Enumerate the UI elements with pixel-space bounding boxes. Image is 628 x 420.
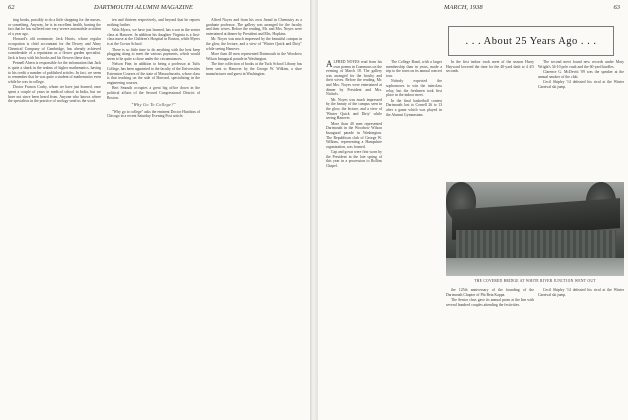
section-title-box — [448, 26, 614, 56]
right-column-3-top — [446, 60, 534, 178]
paragraph: Clarence G. McDevitt '09 was the speaker at the annual smoker of the club. — [538, 70, 624, 79]
left-header — [8, 4, 302, 16]
paragraph: Mr. Noyes was much impressed by the beauty of the campus seen in the glow, the lecture, and a view of 'Winter Quick and Dirty' while seeing Hanover. — [326, 97, 382, 121]
paragraph: Bert Smouth occupies a great big office down in the political affairs of the Second Congressional District of Boston. — [107, 86, 200, 100]
paragraph: In the final basketball contest Dartmouth lost to Cornell 26 to 13 after a game which was played in the Alumni Gymnasium. — [386, 98, 442, 117]
paragraph: The fine collection of books at the Tuck School Library has been sent to Hanover by the George W. Wilkins, a shoe manufacturer and guest in Washington. — [206, 62, 302, 76]
page-gutter — [310, 0, 318, 420]
right-column-4-bottom — [538, 288, 624, 416]
covered-bridge-photo — [446, 182, 624, 276]
paragraph: More than 40 men represented Dartmouth in the Woodrow Wilson Inaugural parade in Washington. The Republican club of George W. Wilkins, representing a Hampshire organization, was formed. — [326, 121, 382, 149]
left-running-title: DARTMOUTH ALUMNI MAGAZINE — [94, 4, 193, 11]
paragraph: The College Band, with a larger membership than in years, made a trip to the town on its annual concert tour. — [386, 60, 442, 78]
right-column-4-top — [538, 60, 624, 178]
paragraph: ten and thirteen respectively, and beyond that he reports nothing further. — [107, 18, 200, 27]
paragraph: Alfred Noyes and from his own Jurnal in Chemistry as a graduate professor. The gallery was arranged for the faculty and their wives. Before the reading, Mr. and Mrs. Noyes were entertained at dinner by President and Mrs. Hopkins. — [206, 18, 302, 36]
right-column-2 — [386, 60, 442, 416]
paragraph: The Senior class gave its annual prom at the Inn with several hundred couples attending the festivities. — [446, 298, 534, 307]
paragraph: Howard's old roommate, Jack Harris, whose regular occupation is chief accountant for the Dewey and Almy Chemical Company of Cambridge, has already achieved considerable of a reputation as a flower garden specialist. Jack is busy with his books and his flowers these days. — [8, 37, 101, 60]
section-heading: "Why Go To College?" — [131, 102, 176, 108]
left-page-number: 62 — [8, 4, 15, 11]
paragraph: Cecil Shipley '14 defeated his rival at the Winter Carnival ski jump. — [538, 80, 624, 89]
paragraph: Nobody expected the sophomores to win the interclass relay, but the freshmen took first place in the indoor meet. — [386, 79, 442, 98]
left-column-2 — [107, 18, 200, 416]
left-page — [0, 0, 310, 420]
paragraph: With Myers, we have just learned, has a son in the senior class at Hanover. In addition his daughter Virginia is a first-class nurse at the Children's Hospital in Boston, while Myers is at the Crown School. — [107, 28, 200, 46]
paragraph: the 125th anniversary of the founding of the Dartmouth Chapter of Phi Beta Kappa. — [446, 288, 534, 297]
right-page-number: 63 — [613, 4, 620, 11]
left-column-1 — [8, 18, 101, 416]
drop-cap: A — [326, 60, 333, 69]
paragraph: Mr. Noyes was much impressed by the beautiful campus in the glow, the lecture, and a view of "Winter Quick and Dirty" while seeing Hanover. — [206, 37, 302, 51]
paragraph: In the first indoor track meet of the season Harry Hayward lowered the time for the 40-yard dash to 4 4/5 seconds. — [446, 60, 534, 74]
paragraph: ting books, possibly to do a little shopping for the nurses, or something. Anyway, he is in excellent health, barring the fact that he has suffered one very severe automobile accident of a year ago. — [8, 18, 101, 36]
right-running-title: MARCH, 1938 — [444, 4, 483, 11]
right-column-1 — [326, 60, 382, 416]
paragraph: Pennell Ahern is responsible for the information that Jack is quite a shark in the realms of higher mathematics, having to his credit a number of published articles. In fact, we seem to remember that he was quite a student of mathematics even while he was in college. — [8, 61, 101, 84]
paragraph: There is so little time to do anything with the best keep plugging along to meet the various payments, which would seem to be quite a chore under the circumstances. — [107, 47, 200, 61]
paragraph: More than 40 men represented Dartmouth in the Woodrow Wilson Inaugural parade in Washington. — [206, 52, 302, 61]
right-header — [326, 4, 620, 16]
paragraph: Cecil Shipley '14 defeated his rival at the Winter Carnival ski jump. — [538, 288, 624, 297]
paragraph: ALFRED NOYES read from his own poems in Commons on the evening of March 18. The gallery was arranged for the faculty and their wives. Before the reading, Mr. and Mrs. Noyes were entertained at dinner by President and Mrs. Nichols. — [326, 60, 382, 97]
section-title: . . . About 25 Years Ago . . . — [465, 35, 597, 47]
paragraph: The second meet found new records under Mary Wright's 34-10 pole vault and the 60-yard hurdles. — [538, 60, 624, 69]
photo-caption: THE COVERED BRIDGE AT WHITE RIVER JUNCTION WENT OUT — [474, 279, 596, 283]
river-water — [446, 258, 624, 276]
right-page — [318, 0, 628, 420]
left-column-3 — [206, 18, 302, 416]
bridge-wall — [456, 230, 616, 258]
paragraph: Nelson Fine, in addition to being a professor at Tufts College, has been appointed to the faculty of the Universities Extension Courses of the state of Massachusetts, whose class is that teaching on the side of Harvard, specializing in the engineering courses. — [107, 62, 200, 85]
paragraph: "Why go to college" asks the eminent Doctor Hutchins of Chicago in a recent Saturday Evening Post article. — [107, 109, 200, 119]
paragraph: Cap and gown were first worn by the President in the late spring of this year in a procession to Rollins Chapel. — [326, 150, 382, 169]
right-column-3-bottom — [446, 288, 534, 416]
paragraph: Doctor Francis Cosby, whom we have just learned, once spent a couple of years in medical school in India, but we have not since been heard from. Anyone who knows where the specialists in the practice of urology send us the word. — [8, 85, 101, 104]
